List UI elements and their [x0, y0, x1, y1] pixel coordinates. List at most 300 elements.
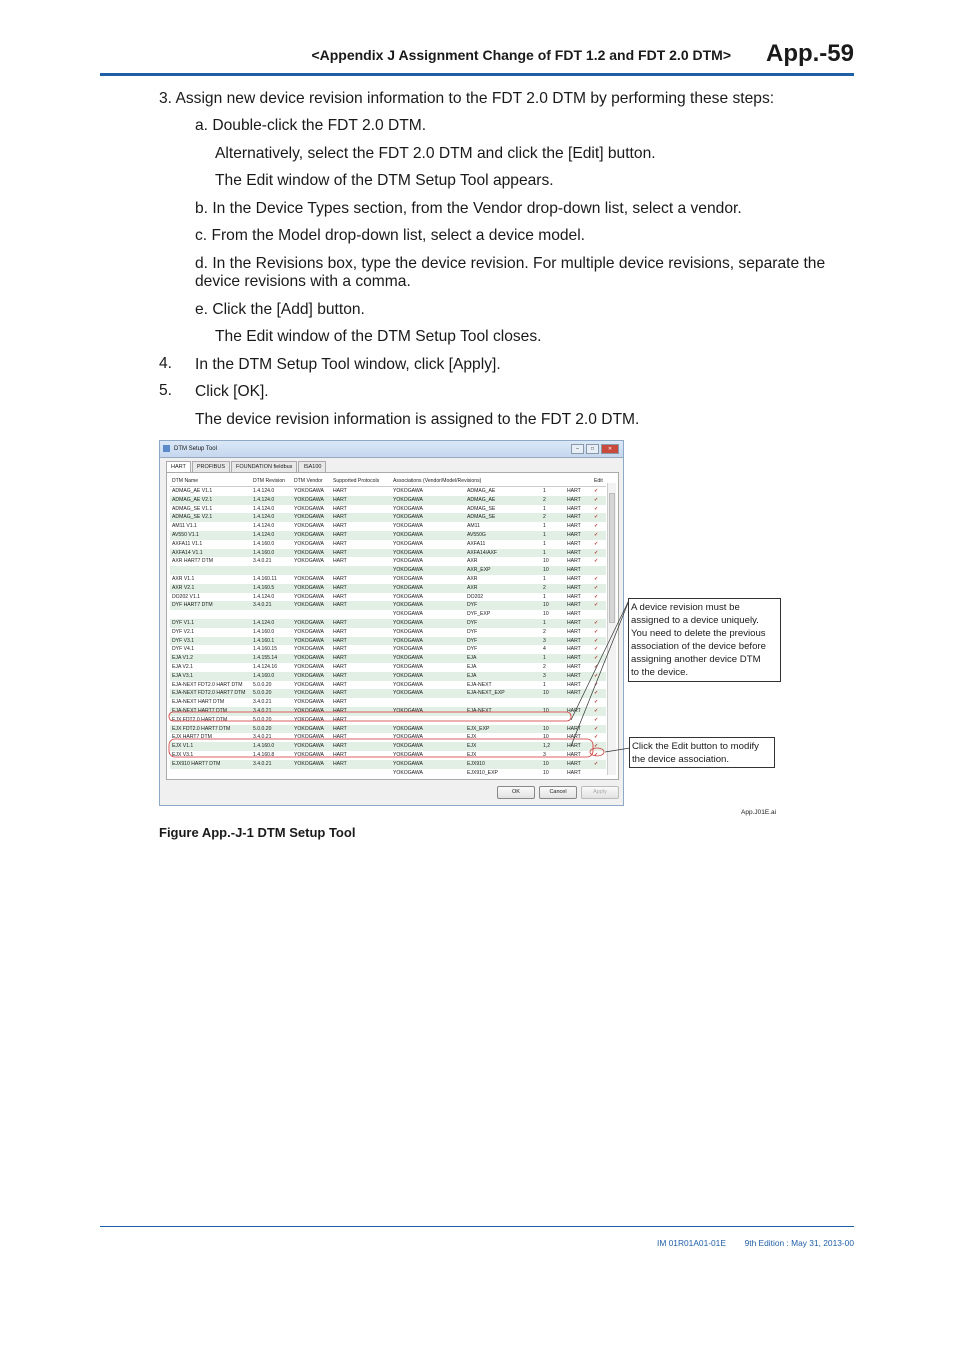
table-cell: YOKOGAWA: [294, 540, 324, 547]
table-cell: YOKOGAWA: [393, 760, 423, 767]
table-cell: ADMAG_AE: [467, 488, 496, 494]
table-cell: ADMAG_SE: [467, 505, 496, 512]
tab-profibus[interactable]: PROFIBUS: [192, 461, 230, 472]
table-cell: YOKOGAWA: [294, 488, 324, 494]
edit-icon[interactable]: ✓: [594, 488, 599, 494]
table-cell: AXR V2.1: [172, 584, 195, 591]
edit-icon[interactable]: ✓: [594, 646, 599, 653]
table-cell: 5.0.0.20: [253, 690, 272, 697]
callout-2-line-2: the device association.: [632, 754, 730, 765]
table-cell: 3.4.0.21: [253, 707, 272, 714]
table-cell: HART: [333, 646, 347, 653]
table-cell: HART: [567, 637, 581, 644]
table-cell: AXR V1.1: [172, 575, 195, 582]
col-associations: Associations (Vendor/Model/Revisions): [393, 478, 482, 484]
table-cell: EJA V2.1: [172, 663, 193, 670]
edit-icon[interactable]: ✓: [594, 690, 599, 697]
table-cell: HART: [333, 681, 347, 688]
table-cell: EJA-NEXT FDT2.0 HART DTM: [172, 681, 243, 688]
table-cell: HART: [333, 672, 347, 679]
tab-foundation-fieldbus[interactable]: FOUNDATION fieldbus: [231, 461, 297, 472]
step-3a: a. Double-click the FDT 2.0 DTM.: [195, 117, 427, 134]
table-cell: AXR: [467, 558, 478, 565]
table-cell: YOKOGAWA: [294, 531, 324, 538]
table-cell: EJX HART7 DTM: [172, 734, 212, 741]
table-cell: YOKOGAWA: [294, 699, 324, 706]
table-cell: HART: [333, 488, 347, 494]
highlight-eja-next-row: [169, 712, 571, 721]
table-cell: HART: [333, 716, 347, 723]
table-cell: YOKOGAWA: [294, 514, 324, 521]
table-cell: YOKOGAWA: [393, 584, 423, 591]
table-cell: YOKOGAWA: [393, 567, 423, 574]
col-dtm-name: DTM Name: [172, 478, 199, 484]
table-cell: YOKOGAWA: [393, 558, 423, 565]
table-cell: HART: [567, 725, 581, 732]
table-cell: 1: [543, 549, 546, 556]
table-cell: 1: [543, 593, 546, 600]
table-cell: 1.4.124.16: [253, 663, 278, 670]
callout-unique-assignment: [628, 598, 781, 682]
table-cell: 1,2: [543, 743, 551, 750]
table-cell: 10: [543, 690, 549, 697]
table-cell: YOKOGAWA: [294, 646, 324, 653]
table-cell: HART: [567, 505, 581, 512]
table-cell: YOKOGAWA: [393, 628, 423, 635]
table-cell: HART: [567, 751, 581, 758]
callout-1-line-6: to the device.: [631, 667, 689, 678]
figure-file-id: App.J01E.ai: [741, 809, 777, 816]
table-cell: YOKOGAWA: [294, 672, 324, 679]
table-cell: 1.4.124.0: [253, 496, 275, 503]
table-cell: HART: [333, 514, 347, 521]
table-cell: DYF: [467, 637, 478, 644]
table-cell: 3: [543, 672, 546, 679]
table-cell: 1.4.155.14: [253, 655, 278, 662]
apply-button[interactable]: Apply: [581, 786, 619, 799]
footer-rule: [100, 1226, 854, 1227]
table-cell: HART: [567, 496, 581, 503]
table-cell: DYF_EXP: [467, 611, 491, 618]
table-cell: 10: [543, 725, 549, 732]
table-cell: YOKOGAWA: [393, 593, 423, 600]
table-cell: 10: [543, 567, 549, 574]
table-cell: YOKOGAWA: [393, 505, 423, 512]
highlight-edit-button: [590, 748, 604, 756]
page-number: App.-59: [765, 40, 854, 67]
table-cell: HART: [567, 540, 581, 547]
table-cell: 1.4.160.0: [253, 672, 275, 679]
edit-icon[interactable]: ✓: [594, 699, 599, 706]
table-cell: 1: [543, 655, 546, 662]
table-cell: YOKOGAWA: [294, 584, 324, 591]
table-cell: EJA: [467, 663, 477, 670]
leader-line-3: [605, 748, 630, 752]
table-cell: 10: [543, 602, 549, 609]
table-cell: 3.4.0.21: [253, 602, 272, 609]
table-cell: YOKOGAWA: [294, 602, 324, 609]
table-cell: HART: [567, 769, 581, 776]
footer-doc-number: IM 01R01A01-01E: [657, 1238, 726, 1248]
table-cell: 1.4.124.0: [253, 523, 275, 530]
table-cell: HART: [567, 488, 581, 494]
table-cell: 2: [543, 584, 546, 591]
table-cell: 1: [543, 540, 546, 547]
table-cell: HART: [333, 549, 347, 556]
table-cell: 10: [543, 760, 549, 767]
table-cell: 1.4.160.0: [253, 540, 275, 547]
edit-icon[interactable]: ✓: [594, 751, 599, 758]
table-cell: ADMAG_AE V1.1: [172, 488, 213, 494]
table-cell: YOKOGAWA: [393, 690, 423, 697]
table-cell: YOKOGAWA: [294, 505, 324, 512]
table-cell: HART: [333, 751, 347, 758]
table-cell: YOKOGAWA: [393, 646, 423, 653]
table-cell: HART: [333, 496, 347, 503]
table-cell: HART: [567, 681, 581, 688]
table-cell: ADMAG_SE V2.1: [172, 514, 213, 521]
table-cell: YOKOGAWA: [294, 558, 324, 565]
table-cell: EJA-NEXT HART DTM: [172, 699, 225, 706]
table-cell: YOKOGAWA: [393, 531, 423, 538]
col-dtm-revision: DTM Revision: [253, 478, 285, 484]
table-cell: ADMAG_SE V1.1: [172, 505, 213, 512]
table-cell: YOKOGAWA: [393, 751, 423, 758]
edit-icon[interactable]: ✓: [594, 734, 599, 741]
table-cell: HART: [567, 707, 581, 714]
table-cell: 10: [543, 769, 549, 776]
table-cell: AXR_EXP: [467, 567, 491, 574]
table-cell: DYF V1.1: [172, 619, 195, 626]
table-cell: 1: [543, 619, 546, 626]
table-cell: HART: [567, 734, 581, 741]
table-cell: YOKOGAWA: [393, 575, 423, 582]
table-cell: HART: [333, 699, 347, 706]
callout-1-line-3: You need to delete the previous: [631, 628, 766, 639]
leader-line-2: [571, 598, 630, 746]
table-cell: EJX V3.1: [172, 751, 194, 758]
table-cell: 5.0.0.20: [253, 681, 272, 688]
edit-icon[interactable]: ✓: [594, 672, 599, 679]
table-cell: 3.4.0.21: [253, 699, 272, 706]
edit-icon[interactable]: ✓: [594, 505, 599, 512]
edit-icon[interactable]: ✓: [594, 523, 599, 530]
step-3d-line-1: d. In the Revisions box, type the device revision. For multiple device revisions, separate the: [195, 255, 826, 272]
table-cell: YOKOGAWA: [294, 760, 324, 767]
close-icon[interactable]: ✕: [601, 444, 619, 454]
table-cell: HART: [567, 690, 581, 697]
table-cell: 1.4.124.0: [253, 514, 275, 521]
table-cell: 3: [543, 637, 546, 644]
table-cell: DYF: [467, 628, 478, 635]
table-cell: YOKOGAWA: [294, 496, 324, 503]
table-cell: 1.4.160.1: [253, 637, 275, 644]
figure-caption: Figure App.-J-1 DTM Setup Tool: [159, 825, 356, 840]
table-cell: 2: [543, 496, 546, 503]
table-cell: DYF V2.1: [172, 628, 195, 635]
edit-icon[interactable]: ✓: [594, 619, 599, 626]
table-cell: YOKOGAWA: [294, 523, 324, 530]
edit-icon[interactable]: ✓: [594, 602, 599, 609]
table-cell: YOKOGAWA: [393, 707, 423, 714]
table-cell: HART: [333, 760, 347, 767]
table-cell: EJX910: [467, 760, 485, 767]
minimize-icon[interactable]: –: [571, 444, 584, 454]
table-cell: HART: [333, 655, 347, 662]
table-cell: 2: [543, 663, 546, 670]
table-cell: YOKOGAWA: [393, 637, 423, 644]
table-cell: YOKOGAWA: [393, 655, 423, 662]
table-cell: EJA V1.2: [172, 655, 193, 662]
edit-icon[interactable]: ✓: [594, 655, 599, 662]
col-edit: Edit: [594, 478, 603, 484]
step-5: Click [OK].: [195, 383, 269, 400]
table-cell: HART: [333, 725, 347, 732]
table-cell: HART: [567, 567, 581, 574]
table-cell: YOKOGAWA: [294, 725, 324, 732]
step-3e: e. Click the [Add] button.: [195, 301, 365, 318]
step-3d-line-2: device revisions with a comma.: [195, 273, 411, 290]
table-cell: AV550 V1.1: [172, 531, 199, 538]
table-cell: HART: [333, 558, 347, 565]
highlight-ejx-rows: [169, 739, 593, 757]
table-cell: HART: [567, 619, 581, 626]
table-cell: YOKOGAWA: [393, 663, 423, 670]
edit-icon[interactable]: ✓: [594, 725, 599, 732]
edit-icon[interactable]: ✓: [594, 716, 599, 723]
table-cell: HART: [333, 540, 347, 547]
table-cell: AXR HART7 DTM: [172, 558, 213, 565]
step-4: In the DTM Setup Tool window, click [Apply].: [195, 356, 501, 373]
table-cell: HART: [567, 523, 581, 530]
tab-isa100[interactable]: ISA100: [298, 461, 326, 472]
table-cell: HART: [333, 505, 347, 512]
table-cell: YOKOGAWA: [294, 743, 324, 750]
table-cell: YOKOGAWA: [294, 690, 324, 697]
footer-edition: 9th Edition : May 31, 2013-00: [744, 1238, 854, 1248]
table-cell: HART: [333, 584, 347, 591]
edit-icon[interactable]: ✓: [594, 681, 599, 688]
table-cell: HART: [567, 514, 581, 521]
table-cell: YOKOGAWA: [393, 725, 423, 732]
table-cell: EJA: [467, 655, 477, 662]
table-cell: YOKOGAWA: [294, 655, 324, 662]
table-cell: 1: [543, 488, 546, 494]
table-cell: 1.4.160.5: [253, 584, 275, 591]
col-dtm-vendor: DTM Vendor: [294, 478, 323, 484]
edit-icon[interactable]: ✓: [594, 496, 599, 503]
step-3e-note: The Edit window of the DTM Setup Tool closes.: [215, 328, 542, 345]
table-cell: HART: [333, 575, 347, 582]
table-cell: HART: [333, 593, 347, 600]
step-3c: c. From the Model drop-down list, select a device model.: [195, 227, 586, 244]
step-3b: b. In the Device Types section, from the Vendor drop-down list, select a vendor.: [195, 200, 742, 217]
table-cell: 1: [543, 523, 546, 530]
step-5-number: 5.: [159, 382, 173, 399]
table-cell: HART: [333, 531, 347, 538]
table-cell: HART: [567, 743, 581, 750]
table-cell: YOKOGAWA: [393, 514, 423, 521]
window-title: DTM Setup Tool: [174, 446, 217, 452]
table-cell: 2: [543, 514, 546, 521]
edit-icon[interactable]: ✓: [594, 760, 599, 767]
edit-icon[interactable]: ✓: [594, 663, 599, 670]
table-cell: DYF: [467, 619, 478, 626]
table-cell: 3.4.0.21: [253, 734, 272, 741]
table-cell: EJX: [467, 751, 477, 758]
table-cell: YOKOGAWA: [393, 496, 423, 503]
table-cell: AM11: [467, 523, 480, 530]
table-cell: YOKOGAWA: [393, 743, 423, 750]
table-cell: DYF V4.1: [172, 646, 195, 653]
callout-edit-button: [629, 737, 775, 768]
table-cell: YOKOGAWA: [393, 681, 423, 688]
table-cell: DYF: [467, 602, 478, 609]
table-cell: HART: [333, 663, 347, 670]
table-cell: 1: [543, 505, 546, 512]
callout-1-line-4: association of the device before: [631, 641, 766, 652]
table-cell: 1.4.124.0: [253, 593, 275, 600]
callout-1-line-1: A device revision must be: [631, 602, 740, 613]
table-cell: HART: [333, 602, 347, 609]
edit-icon[interactable]: ✓: [594, 558, 599, 565]
table-cell: YOKOGAWA: [294, 663, 324, 670]
table-cell: 10: [543, 734, 549, 741]
table-cell: 1.4.124.0: [253, 488, 275, 494]
step-5-note: The device revision information is assigned to the FDT 2.0 DTM.: [195, 411, 640, 428]
table-cell: 10: [543, 707, 549, 714]
table-cell: DYF: [467, 646, 478, 653]
table-cell: YOKOGAWA: [393, 540, 423, 547]
table-cell: AXFA14 V1.1: [172, 549, 203, 556]
edit-icon[interactable]: ✓: [594, 628, 599, 635]
table-cell: 1.4.160.0: [253, 549, 275, 556]
callout-1-line-2: assigned to a device uniquely.: [631, 615, 759, 626]
edit-icon[interactable]: ✓: [594, 743, 599, 750]
table-cell: EJA-NEXT: [467, 707, 492, 714]
table-cell: YOKOGAWA: [393, 672, 423, 679]
table-cell: YOKOGAWA: [294, 628, 324, 635]
table-cell: 3: [543, 751, 546, 758]
cancel-button[interactable]: Cancel: [539, 786, 577, 799]
table-cell: AXFA11: [467, 540, 486, 547]
table-cell: DYF HART7 DTM: [172, 602, 213, 609]
edit-icon[interactable]: ✓: [594, 593, 599, 600]
table-cell: YOKOGAWA: [393, 734, 423, 741]
table-cell: 1: [543, 531, 546, 538]
table-cell: DO202: [467, 593, 484, 600]
edit-icon[interactable]: ✓: [594, 549, 599, 556]
table-cell: HART: [567, 611, 581, 618]
table-cell: HART: [333, 523, 347, 530]
table-cell: HART: [567, 760, 581, 767]
table-cell: 1.4.124.0: [253, 505, 275, 512]
table-cell: HART: [567, 575, 581, 582]
table-cell: EJX910 HART7 DTM: [172, 760, 221, 767]
table-cell: YOKOGAWA: [294, 549, 324, 556]
table-cell: YOKOGAWA: [294, 751, 324, 758]
callout-1-line-5: assigning another device DTM: [631, 654, 761, 665]
table-cell: YOKOGAWA: [393, 549, 423, 556]
table-cell: 10: [543, 611, 549, 618]
table-cell: HART: [333, 743, 347, 750]
table-cell: 1.4.160.11: [253, 575, 277, 582]
table-cell: DYF V3.1: [172, 637, 195, 644]
table-cell: YOKOGAWA: [294, 681, 324, 688]
table-cell: 4: [543, 646, 546, 653]
table-cell: EJX: [467, 743, 477, 750]
edit-icon[interactable]: ✓: [594, 514, 599, 521]
table-cell: 5.0.0.20: [253, 725, 272, 732]
maximize-icon[interactable]: □: [586, 444, 599, 454]
step-3a-note-1: Alternatively, select the FDT 2.0 DTM and click the [Edit] button.: [215, 145, 656, 162]
table-cell: HART: [567, 646, 581, 653]
table-cell: EJX: [467, 734, 477, 741]
table-cell: 5.0.0.20: [253, 716, 272, 723]
header-section-title: <Appendix J Assignment Change of FDT 1.2 and FDT 2.0 DTM>: [311, 47, 731, 63]
footer: [657, 1238, 854, 1248]
edit-icon[interactable]: ✓: [594, 531, 599, 538]
table-cell: YOKOGAWA: [294, 619, 324, 626]
table-cell: EJA-NEXT: [467, 681, 492, 688]
table-cell: 1: [543, 575, 546, 582]
table-cell: YOKOGAWA: [294, 707, 324, 714]
step-3a-note-2: The Edit window of the DTM Setup Tool appears.: [215, 172, 554, 189]
table-cell: 3.4.0.21: [253, 760, 272, 767]
table-cell: EJX_EXP: [467, 725, 490, 732]
table-cell: YOKOGAWA: [393, 488, 423, 494]
table-cell: DO202 V1.1: [172, 593, 201, 600]
table-cell: ADMAG_AE V2.1: [172, 496, 213, 503]
table-cell: HART: [567, 602, 581, 609]
table-cell: 1.4.160.0: [253, 628, 275, 635]
edit-icon[interactable]: ✓: [594, 637, 599, 644]
table-cell: HART: [333, 619, 347, 626]
ok-button[interactable]: OK: [497, 786, 535, 799]
edit-icon[interactable]: ✓: [594, 584, 599, 591]
edit-icon[interactable]: ✓: [594, 575, 599, 582]
table-cell: 1.4.160.0: [253, 743, 275, 750]
table-cell: AXR: [467, 584, 478, 591]
table-cell: ADMAG_SE: [467, 514, 496, 521]
edit-icon[interactable]: ✓: [594, 540, 599, 547]
table-cell: EJA: [467, 672, 477, 679]
table-cell: EJX FDT2.0 HART DTM: [172, 716, 228, 723]
tab-hart[interactable]: HART: [166, 461, 191, 472]
table-cell: AXFA14/AXF: [467, 549, 498, 556]
table-cell: HART: [567, 655, 581, 662]
table-cell: AV550G: [467, 531, 486, 538]
edit-icon[interactable]: ✓: [594, 707, 599, 714]
step-3: 3. Assign new device revision information to the FDT 2.0 DTM by performing these steps:: [159, 90, 775, 107]
table-cell: YOKOGAWA: [393, 523, 423, 530]
table-cell: EJX910_EXP: [467, 769, 498, 776]
table-cell: EJX FDT2.0 HART7 DTM: [172, 725, 231, 732]
table-cell: HART: [333, 628, 347, 635]
table-cell: ADMAG_AE: [467, 496, 496, 503]
callout-2-line-1: Click the Edit button to modify: [632, 741, 759, 752]
table-cell: HART: [567, 549, 581, 556]
table-cell: YOKOGAWA: [294, 637, 324, 644]
table-cell: HART: [567, 663, 581, 670]
table-cell: EJA V3.1: [172, 672, 193, 679]
step-4-number: 4.: [159, 355, 173, 372]
table-cell: YOKOGAWA: [294, 575, 324, 582]
table-cell: EJA-NEXT_EXP: [467, 690, 505, 697]
table-cell: HART: [333, 690, 347, 697]
table-cell: HART: [567, 531, 581, 538]
table-cell: EJA-NEXT HART7 DTM: [172, 707, 228, 714]
